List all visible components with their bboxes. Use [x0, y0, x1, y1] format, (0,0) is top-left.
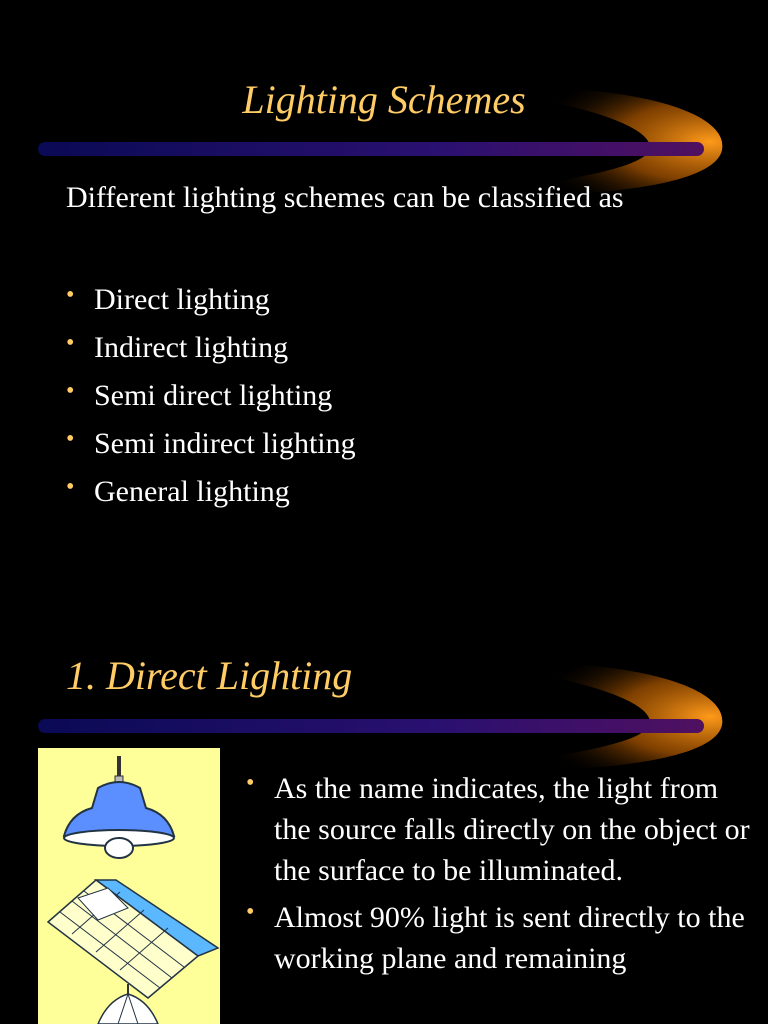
- list-item: • Semi direct lighting: [66, 372, 356, 420]
- description-list: [246, 768, 762, 985]
- list-item: • General lighting: [66, 468, 356, 516]
- luminaire-illustration: [38, 748, 220, 1024]
- slide-title: 1. Direct Lighting: [66, 653, 353, 698]
- intro-text: Different lighting schemes can be classified as: [66, 181, 624, 214]
- troffer-fixture-icon: [48, 880, 218, 998]
- list-item: • Almost 90% light is sent directly to the working plane and remaining: [246, 897, 762, 979]
- pendant-lamp-icon: [64, 756, 174, 858]
- scheme-list: [66, 276, 356, 516]
- list-item: • Direct lighting: [66, 276, 356, 324]
- list-item: • Indirect lighting: [66, 324, 356, 372]
- list-item: • As the name indicates, the light from the source falls directly on the object or the surface to be illuminated.: [246, 768, 762, 891]
- slide-title: Lighting Schemes: [242, 77, 526, 122]
- list-item: • Semi indirect lighting: [66, 420, 356, 468]
- slide-direct-lighting: [0, 600, 768, 1024]
